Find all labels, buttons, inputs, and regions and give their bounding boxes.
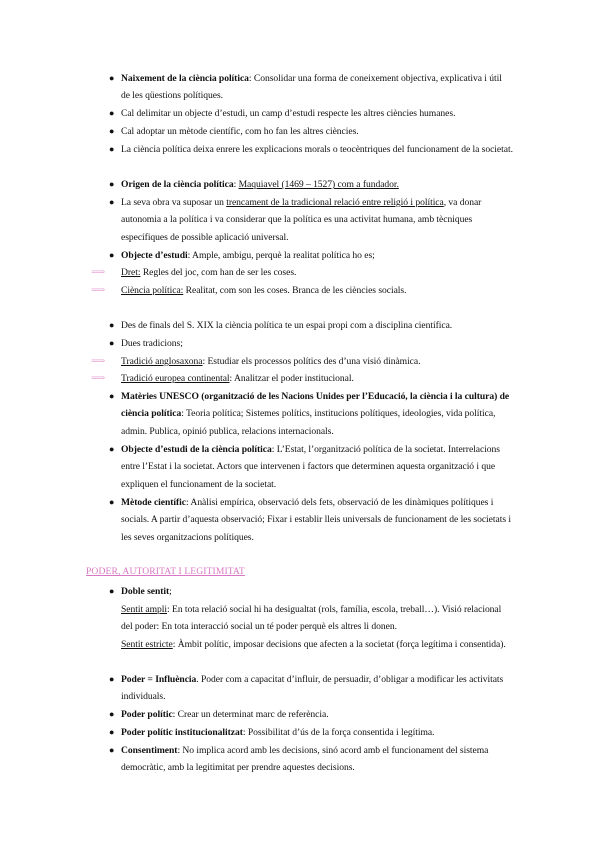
text: : Teoria política; Sistemes polítics, institucions polítiques, ideologies, vida política, admin. Publica, opinió publica, relacions internacionals. (121, 408, 496, 437)
bullet-icon: ● (109, 674, 115, 684)
list-item (109, 194, 513, 246)
list-item (109, 176, 513, 193)
list-item (109, 247, 513, 264)
arrow-right-icon: ⟹ (91, 267, 106, 278)
text: : L’Estat, l’organització política de la societat. Interrelacions entre l’Estat i la societat. Actors que intervenen i factors que determinen aquesta organització i que expliquen el funcionament de la societat. (121, 444, 500, 490)
list-item (109, 70, 513, 105)
underlined-text: Dret: (121, 267, 141, 278)
text: Cal delimitar un objecte d’estudi, un camp d’estudi respecte les altres ciències humanes. (121, 108, 456, 119)
list-item (91, 264, 513, 281)
underlined-text: Maquiavel (1469 – 1527) com a fundador. (238, 179, 399, 190)
bullet-icon: ● (109, 727, 115, 737)
text: ; (169, 586, 172, 597)
term-naixement: Naixement de la ciència política (121, 73, 249, 84)
underlined-text: Sentit ampli (121, 604, 168, 615)
text: : Anàlisi empírica, observació dels fets, observació de les dinàmiques polítiques i socials. A partir d’aquesta observació; Fixar i establir lleis universals de funcionament de les societats i les seves organitzacions polítiques. (121, 497, 511, 543)
bullet-icon: ● (109, 338, 115, 348)
list-item (109, 123, 513, 140)
list-item (109, 105, 513, 122)
list-item (121, 601, 513, 636)
text: , va donar autonomia a la política i va considerar que la política es una activitat humana, amb tècniques específiques de possible aplicació universal. (121, 197, 482, 243)
bullet-icon: ● (109, 391, 115, 401)
text: Des de finals del S. XIX la ciència política te un espai propi com a disciplina científica. (121, 320, 453, 331)
text: La ciència política deixa enrere les explicacions morals o teocèntriques del funcionament de la societat. (121, 144, 513, 155)
list-item (109, 724, 513, 741)
underlined-text: Tradició europea continental (121, 373, 230, 384)
arrow-right-icon: ⟹ (91, 356, 106, 367)
text: : (233, 179, 239, 190)
list-item (91, 282, 513, 299)
bullet-icon: ● (109, 709, 115, 719)
arrow-right-icon: ⟹ (91, 285, 106, 296)
text: : Estudiar els processos polítics des d’una visió dinàmica. (202, 356, 421, 367)
bullet-icon: ● (109, 144, 115, 154)
list-item (109, 706, 513, 723)
bullet-icon: ● (109, 586, 115, 596)
bullet-icon: ● (109, 126, 115, 136)
list-item (109, 388, 513, 440)
term-poder: Poder = Influència (121, 674, 197, 685)
text: : En tota relació social hi ha desigualtat (rols, família, escola, treball…). Visió relacional del poder: En tota interacció social un té poder perquè els altres li donen. (121, 604, 502, 633)
term-objecte: Objecte d’estudi (121, 250, 188, 261)
text: : Crear un determinat marc de referència. (172, 709, 329, 720)
bullet-icon: ● (109, 320, 115, 330)
bullet-icon: ● (109, 745, 115, 755)
list-item (109, 494, 513, 546)
list-item (109, 141, 513, 158)
bullet-icon: ● (109, 197, 115, 207)
text: : Analitzar el poder institucional. (229, 373, 354, 384)
term-poder-institucionalitzat: Poder polític institucionalitzat (121, 727, 243, 738)
list-item (91, 370, 513, 387)
bullet-icon: ● (109, 250, 115, 260)
arrow-right-icon: ⟹ (91, 373, 106, 384)
bullet-icon: ● (109, 179, 115, 189)
list-item (109, 583, 513, 600)
term-consentiment: Consentiment (121, 745, 178, 756)
underlined-text: trencament de la tradicional relació entre religió i política (226, 197, 444, 208)
list-item (109, 671, 513, 706)
text: La seva obra va suposar un (121, 197, 227, 208)
text: : Possibilitat d’ús de la força consentida i legítima. (242, 727, 435, 738)
text: Regles del joc, com han de ser les coses. (140, 267, 297, 278)
text: : Àmbit polític, imposar decisions que afecten a la societat (força legítima i consentida). (172, 639, 506, 650)
term-poder-politic: Poder polític (121, 709, 173, 720)
underlined-text: Tradició anglosaxona (121, 356, 203, 367)
list-item (109, 317, 513, 334)
text: Realitat, com son les coses. Branca de les ciències socials. (183, 285, 407, 296)
term-materies: Matèries UNESCO (organització de les Nacions Unides per l’Educació, la ciència i la cultura) de ciència política (121, 391, 510, 420)
list-item (109, 742, 513, 777)
bullet-icon: ● (109, 497, 115, 507)
term-doble-sentit: Doble sentit (121, 586, 170, 597)
text: Cal adoptar un mètode científic, com ho fan les altres ciències. (121, 126, 359, 137)
list-item (91, 353, 513, 370)
term-objecte-estudi: Objecte d’estudi de la ciència política (121, 444, 272, 455)
list-item (109, 441, 513, 493)
underlined-text: Sentit estricte (121, 639, 173, 650)
bullet-icon: ● (109, 444, 115, 454)
text: Dues tradicions; (121, 338, 183, 349)
term-metode: Mètode científic (121, 497, 186, 508)
text: : No implica acord amb les decisions, sinó acord amb el funcionament del sistema democràtic, amb la legitimitat per prendre aquestes decisions. (121, 745, 489, 774)
term-origen: Origen de la ciència política (121, 179, 234, 190)
text: : Consolidar una forma de coneixement objectiva, explicativa i útil de les qüestions polítiques. (121, 73, 502, 102)
underlined-text: Ciència política: (121, 285, 184, 296)
list-item (109, 335, 513, 352)
bullet-icon: ● (109, 108, 115, 118)
text: . Poder com a capacitat d’influir, de persuadir, d’obligar a modificar les activitats individuals. (121, 674, 504, 703)
list-item (121, 636, 513, 653)
bullet-icon: ● (109, 73, 115, 83)
section-heading: PODER, AUTORITAT I LEGITIMITAT (86, 566, 245, 577)
text: : Ample, ambigu, perquè la realitat política ho es; (187, 250, 375, 261)
